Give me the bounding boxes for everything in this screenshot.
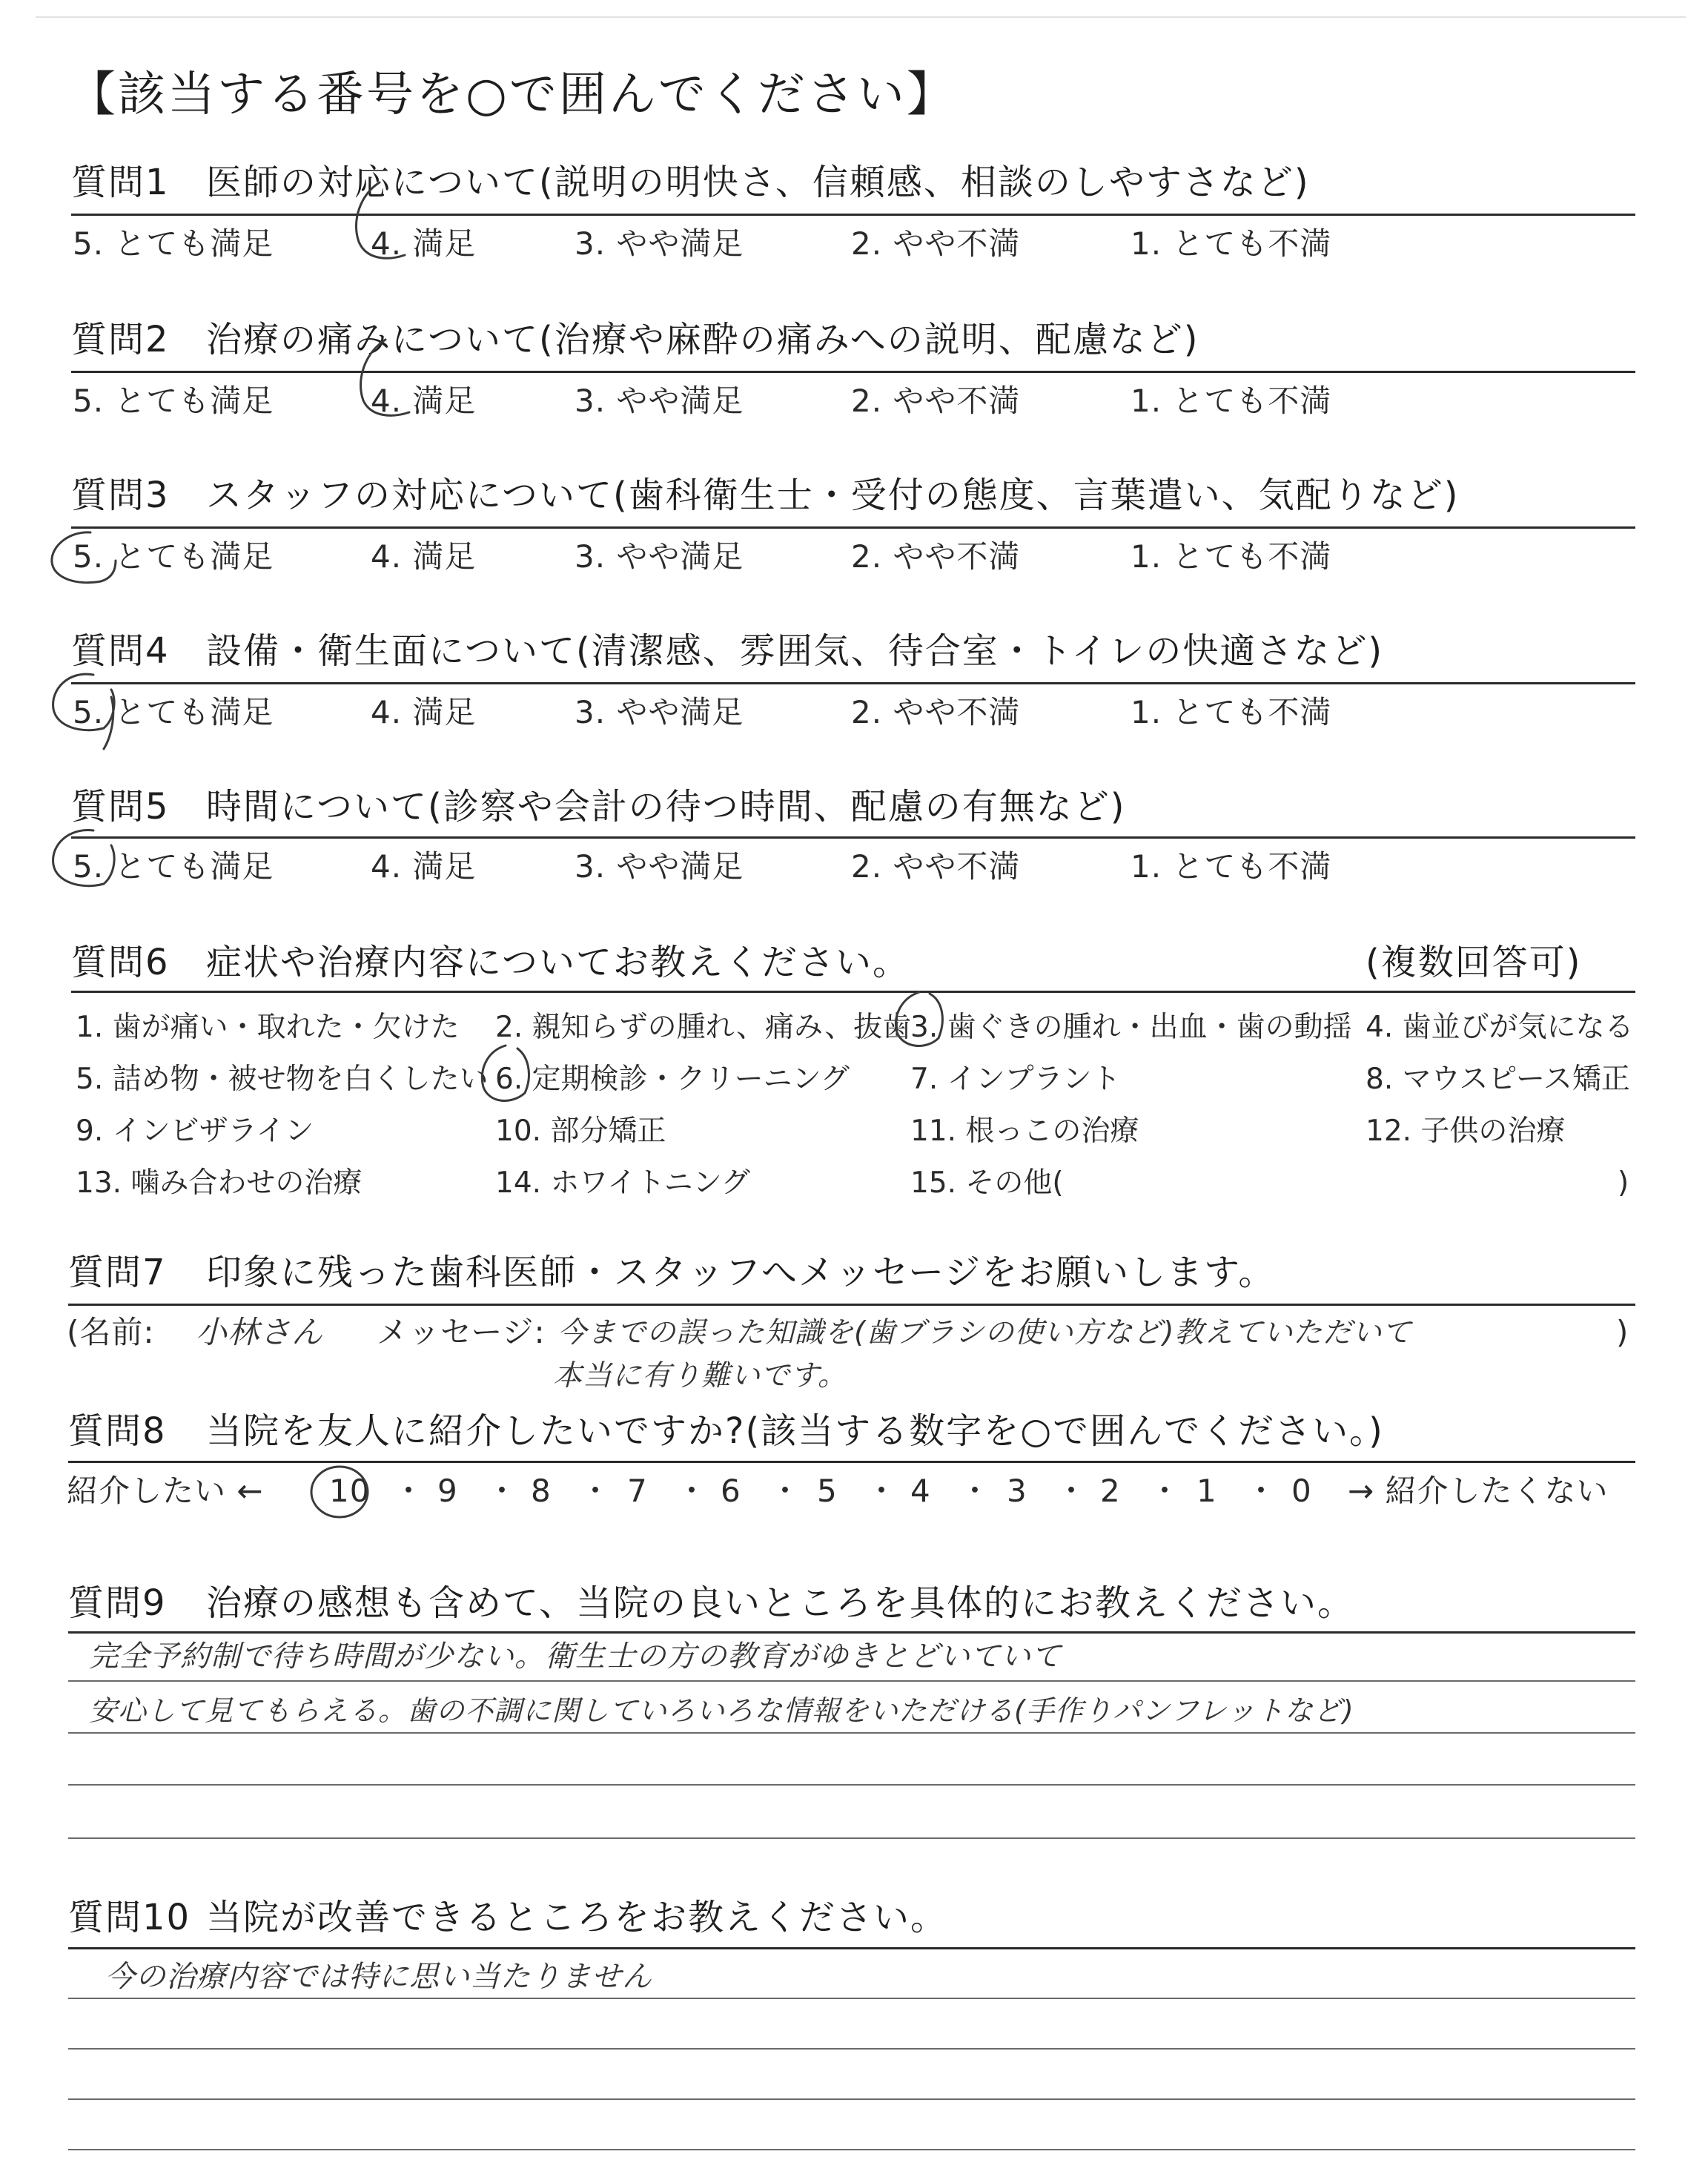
q6-option-9[interactable]: 9. インビザライン bbox=[76, 1114, 314, 1148]
page-title: 【該当する番号を○で囲んでください】 bbox=[68, 67, 956, 122]
q9-label: 質問9 bbox=[68, 1582, 167, 1624]
q7-close-paren: ) bbox=[1616, 1314, 1629, 1350]
q10-answer-line bbox=[68, 2048, 1635, 2050]
q10-answer-line bbox=[68, 2149, 1635, 2150]
q6-label: 質問6 bbox=[71, 942, 170, 983]
q5-rule bbox=[71, 836, 1635, 839]
q7-name-label: (名前: bbox=[67, 1314, 155, 1350]
q6-option-10[interactable]: 10. 部分矯正 bbox=[495, 1114, 666, 1148]
q4-option-2[interactable]: 2. やや不満 bbox=[851, 694, 1021, 730]
q3-option-4[interactable]: 4. 満足 bbox=[371, 538, 477, 575]
q9-answer-line bbox=[68, 1784, 1635, 1786]
q10-answer-line bbox=[68, 1998, 1635, 1999]
q9-answer-line bbox=[68, 1732, 1635, 1734]
q6-rule bbox=[71, 991, 1635, 993]
q6-option-14[interactable]: 14. ホワイトニング bbox=[495, 1166, 750, 1200]
q2-option-2[interactable]: 2. やや不満 bbox=[851, 383, 1021, 419]
q6-option-4[interactable]: 4. 歯並びが気になる bbox=[1366, 1011, 1634, 1044]
q3-text: スタッフの対応について(歯科衛生士・受付の態度、言葉遣い、気配りなど) bbox=[206, 475, 1460, 516]
q7-message-label: メッセージ: bbox=[377, 1314, 546, 1350]
q10-answer-line bbox=[68, 2098, 1635, 2100]
q3-label: 質問3 bbox=[71, 475, 170, 516]
q2-rule bbox=[71, 371, 1635, 373]
q4-option-3[interactable]: 3. やや満足 bbox=[575, 694, 744, 730]
q8-scale-dot: ・ bbox=[1149, 1473, 1182, 1509]
q6-note: (複数回答可) bbox=[1366, 942, 1582, 983]
q6-option-5[interactable]: 5. 詰め物・被せ物を白くしたい bbox=[76, 1063, 489, 1096]
q5-label: 質問5 bbox=[71, 786, 170, 828]
q5-option-2[interactable]: 2. やや不満 bbox=[851, 848, 1021, 885]
q3-option-1[interactable]: 1. とても不満 bbox=[1131, 538, 1332, 575]
q8-scale-dot: ・ bbox=[393, 1473, 426, 1509]
q5-option-3[interactable]: 3. やや満足 bbox=[575, 848, 744, 885]
q10-text: 当院が改善できるところをお教えください。 bbox=[206, 1897, 948, 1938]
q8-scale-dot: ・ bbox=[486, 1473, 519, 1509]
q8-label: 質問8 bbox=[68, 1410, 167, 1452]
q6-option-7[interactable]: 7. インプラント bbox=[910, 1063, 1121, 1096]
q5-text: 時間について(診察や会計の待つ時間、配慮の有無など) bbox=[206, 786, 1126, 828]
q10-answer-line-1[interactable]: 今の治療内容では特に思い当たりません bbox=[105, 1960, 652, 1994]
q6-option-15[interactable]: 15. その他( bbox=[910, 1166, 1064, 1200]
q6-option-3[interactable]: 3. 歯ぐきの腫れ・出血・歯の動揺 bbox=[910, 1011, 1352, 1044]
q8-scale-dot: ・ bbox=[959, 1473, 992, 1509]
q6-option-13[interactable]: 13. 噛み合わせの治療 bbox=[76, 1166, 363, 1200]
q2-label: 質問2 bbox=[71, 319, 170, 360]
q1-option-1[interactable]: 1. とても不満 bbox=[1131, 225, 1332, 262]
q8-scale-dot: ・ bbox=[769, 1473, 802, 1509]
q9-rule bbox=[68, 1631, 1635, 1634]
q8-scale-7[interactable]: 7 bbox=[627, 1473, 648, 1509]
q8-scale-6[interactable]: 6 bbox=[721, 1473, 741, 1509]
q6-option-6[interactable]: 6. 定期検診・クリーニング bbox=[495, 1063, 850, 1096]
q1-text: 医師の対応について(説明の明快さ、信頼感、相談のしやすさなど) bbox=[206, 162, 1310, 203]
q8-scale-dot: ・ bbox=[580, 1473, 612, 1509]
q1-label: 質問1 bbox=[71, 162, 170, 203]
q2-text: 治療の痛みについて(治療や麻酔の痛みへの説明、配慮など) bbox=[206, 319, 1199, 360]
q3-option-3[interactable]: 3. やや満足 bbox=[575, 538, 744, 575]
q8-scale-3[interactable]: 3 bbox=[1007, 1473, 1027, 1509]
q9-answer-line-2[interactable]: 安心して見てもらえる。歯の不調に関していろいろな情報をいただける(手作りパンフレットなど) bbox=[89, 1694, 1354, 1727]
q1-option-3[interactable]: 3. やや満足 bbox=[575, 225, 744, 262]
q4-label: 質問4 bbox=[71, 630, 170, 672]
q5-option-5[interactable]: 5. とても満足 bbox=[73, 848, 274, 885]
q6-option-2[interactable]: 2. 親知らずの腫れ、痛み、抜歯 bbox=[495, 1011, 912, 1044]
q8-scale-5[interactable]: 5 bbox=[817, 1473, 838, 1509]
q1-option-4[interactable]: 4. 満足 bbox=[371, 225, 477, 262]
q9-answer-line bbox=[68, 1680, 1635, 1682]
q2-option-5[interactable]: 5. とても満足 bbox=[73, 383, 274, 419]
q8-scale-0[interactable]: 0 bbox=[1291, 1473, 1312, 1509]
q8-right-label: → 紹介したくない bbox=[1348, 1473, 1609, 1509]
q7-label: 質問7 bbox=[68, 1252, 167, 1293]
q8-scale-2[interactable]: 2 bbox=[1100, 1473, 1121, 1509]
q8-scale-4[interactable]: 4 bbox=[910, 1473, 931, 1509]
q8-scale-dot: ・ bbox=[866, 1473, 898, 1509]
q8-left-label: 紹介したい ← bbox=[67, 1473, 264, 1509]
q4-text: 設備・衛生面について(清潔感、雰囲気、待合室・トイレの快適さなど) bbox=[206, 630, 1384, 672]
q5-option-1[interactable]: 1. とても不満 bbox=[1131, 848, 1332, 885]
q3-rule bbox=[71, 526, 1635, 529]
q8-rule bbox=[68, 1461, 1635, 1463]
q7-message-line-2[interactable]: 本当に有り難いです。 bbox=[553, 1359, 847, 1393]
q4-option-5[interactable]: 5. とても満足 bbox=[73, 694, 274, 730]
q1-option-5[interactable]: 5. とても満足 bbox=[73, 225, 274, 262]
q2-option-1[interactable]: 1. とても不満 bbox=[1131, 383, 1332, 419]
q9-text: 治療の感想も含めて、当院の良いところを具体的にお教えください。 bbox=[206, 1582, 1355, 1624]
q3-option-2[interactable]: 2. やや不満 bbox=[851, 538, 1021, 575]
q2-option-3[interactable]: 3. やや満足 bbox=[575, 383, 744, 419]
q4-rule bbox=[71, 682, 1635, 684]
q10-rule bbox=[68, 1947, 1635, 1949]
q6-text: 症状や治療内容についてお教えください。 bbox=[206, 942, 910, 983]
q2-option-4[interactable]: 4. 満足 bbox=[371, 383, 477, 419]
q4-option-4[interactable]: 4. 満足 bbox=[371, 694, 477, 730]
q8-scale-10[interactable]: 10 bbox=[329, 1473, 371, 1509]
q6-option-1[interactable]: 1. 歯が痛い・取れた・欠けた bbox=[76, 1011, 460, 1044]
q7-name-value[interactable]: 小林さん bbox=[196, 1314, 324, 1350]
q3-option-5[interactable]: 5. とても満足 bbox=[73, 538, 274, 575]
scan-top-border bbox=[36, 16, 1686, 18]
q10-label: 質問10 bbox=[68, 1897, 191, 1938]
q8-scale-dot: ・ bbox=[1245, 1473, 1278, 1509]
q8-scale-9[interactable]: 9 bbox=[437, 1473, 458, 1509]
q8-text: 当院を友人に紹介したいですか?(該当する数字を○で囲んでください。) bbox=[206, 1410, 1384, 1452]
q8-scale-1[interactable]: 1 bbox=[1196, 1473, 1217, 1509]
q7-rule bbox=[68, 1304, 1635, 1306]
q8-scale-8[interactable]: 8 bbox=[531, 1473, 552, 1509]
q9-answer-line-1[interactable]: 完全予約制で待ち時間が少ない。衛生士の方の教育がゆきとどいていて bbox=[89, 1639, 1062, 1674]
q8-scale-dot: ・ bbox=[1056, 1473, 1088, 1509]
q1-option-2[interactable]: 2. やや不満 bbox=[851, 225, 1021, 262]
q6-other-close-paren: ) bbox=[1618, 1166, 1629, 1200]
q8-scale-dot: ・ bbox=[676, 1473, 709, 1509]
q5-option-4[interactable]: 4. 満足 bbox=[371, 848, 477, 885]
q1-rule bbox=[71, 214, 1635, 216]
q7-text: 印象に残った歯科医師・スタッフへメッセージをお願いします。 bbox=[206, 1252, 1276, 1293]
q6-option-8[interactable]: 8. マウスピース矯正 bbox=[1366, 1063, 1630, 1096]
q6-option-11[interactable]: 11. 根っこの治療 bbox=[910, 1114, 1139, 1148]
q9-answer-line bbox=[68, 1837, 1635, 1839]
q7-message-line-1[interactable]: 今までの誤った知識を(歯ブラシの使い方など)教えていただいて bbox=[557, 1316, 1412, 1350]
q4-option-1[interactable]: 1. とても不満 bbox=[1131, 694, 1332, 730]
q6-option-12[interactable]: 12. 子供の治療 bbox=[1366, 1114, 1566, 1148]
